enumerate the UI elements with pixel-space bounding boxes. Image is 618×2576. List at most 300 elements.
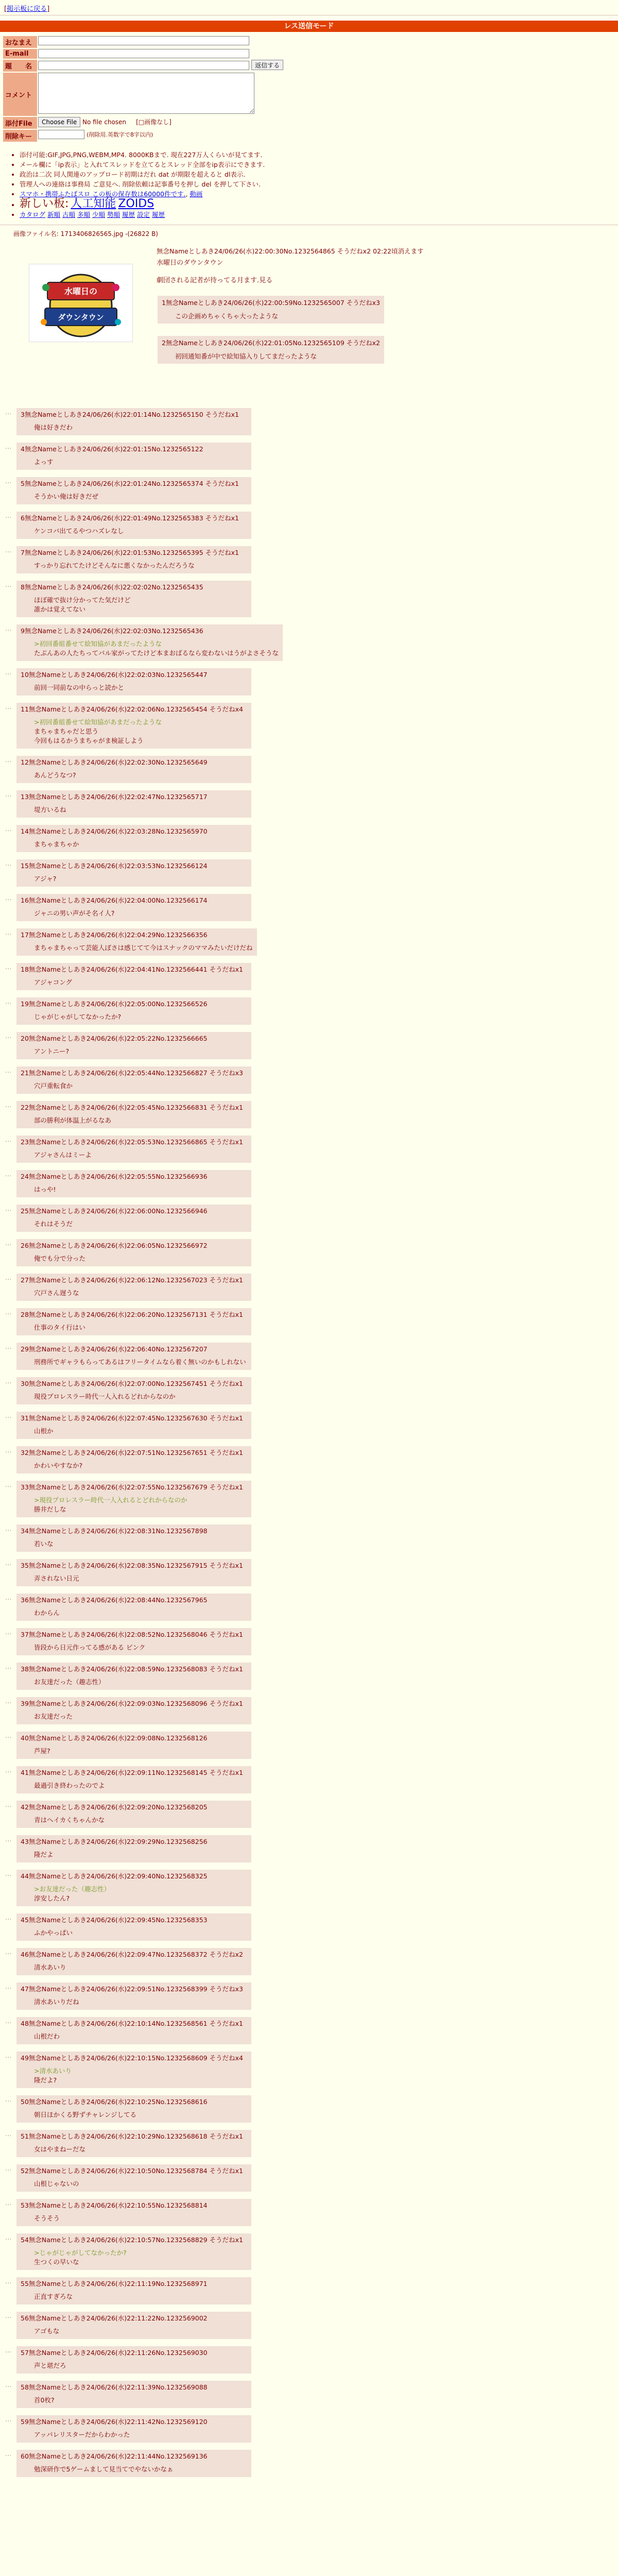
reply-indent-marker: …: [5, 2052, 12, 2059]
reply-header: 2無念Nameとしあき24/06/26(水)22:01:05No.1232565109 そうだねx2: [162, 339, 380, 347]
delkey-label: 削除キー: [3, 130, 37, 142]
reply-line: ジャニの男い声がそ名イ人?: [34, 909, 115, 917]
reply-body: [34, 1496, 247, 1514]
reply-body: [34, 1850, 247, 1859]
reply-indent-marker: …: [5, 1101, 12, 1109]
reply-header[interactable]: 26無念Nameとしあき24/06/26(水)22:06:05No.1232566972: [21, 1242, 208, 1249]
reply-post: [5, 1663, 251, 1690]
history-link[interactable]: 履歴: [122, 211, 135, 218]
reply-header[interactable]: 44無念Nameとしあき24/06/26(水)22:09:40No.1232568325: [21, 1872, 208, 1880]
reply-line: 穴戸さん遅うな: [34, 1289, 79, 1297]
reply-post: [5, 477, 251, 504]
reply-body: 初回通知番が中で絵知協入りしてまだったような: [175, 352, 317, 360]
reply-body: [34, 1461, 247, 1470]
reply-indent-marker: …: [5, 1239, 12, 1247]
reply-indent-marker: …: [5, 581, 12, 588]
reply-post: [5, 703, 251, 749]
reply-body: [34, 2292, 247, 2301]
reply-line: 山根だわ: [34, 2032, 60, 2040]
reply-header[interactable]: 35無念Nameとしあき24/06/26(水)22:08:35No.1232567915 そうだねx1: [21, 1562, 243, 1569]
reply-post: [5, 1481, 251, 1517]
reply-indent-marker: …: [5, 2017, 12, 2025]
reply-line: 勝井だしな: [34, 1505, 66, 1513]
reply-line: アッパレリスターだからわかった: [34, 2431, 130, 2438]
svg-text:水曜日の: 水曜日の: [64, 286, 98, 296]
reply-header[interactable]: 46無念Nameとしあき24/06/26(水)22:09:47No.1232568372 そうだねx2: [21, 1951, 243, 1958]
reply-header[interactable]: 38無念Nameとしあき24/06/26(水)22:08:59No.1232568083 そうだねx1: [21, 1665, 243, 1673]
reply-body: [34, 683, 247, 692]
history-link[interactable]: 履歴: [152, 211, 165, 218]
reply-header[interactable]: 4無念Nameとしあき24/06/26(水)22:01:15No.1232565122: [21, 445, 203, 453]
reply-body: [34, 771, 247, 780]
video-link[interactable]: 動画: [190, 190, 203, 198]
reply-header[interactable]: 24無念Nameとしあき24/06/26(水)22:05:55No.1232566936: [21, 1173, 208, 1180]
reply-header[interactable]: 53無念Nameとしあき24/06/26(水)22:10:55No.1232568814: [21, 2201, 208, 2209]
reply-indent-marker: …: [5, 1835, 12, 1843]
reply-line: それはそうだ: [34, 1220, 73, 1228]
reply-header[interactable]: 43無念Nameとしあき24/06/26(水)22:09:29No.1232568256: [21, 1838, 208, 1845]
email-input[interactable]: [38, 49, 249, 58]
reply-indent-marker: …: [5, 703, 12, 710]
reply-list: [3, 408, 615, 2477]
reply-indent-marker: …: [5, 1377, 12, 1385]
reply-header[interactable]: 19無念Nameとしあき24/06/26(水)22:05:00No.1232566526: [21, 1000, 208, 1008]
reply-header[interactable]: 50無念Nameとしあき24/06/26(水)22:10:25No.1232568616: [21, 2098, 208, 2106]
reply-indent-marker: …: [5, 512, 12, 519]
thread: [0, 229, 618, 2477]
reply-body: [34, 492, 247, 501]
reply-line: 山根じゃないの: [34, 2180, 79, 2188]
reply-header[interactable]: 27無念Nameとしあき24/06/26(水)22:06:12No.1232567023 そうだねx1: [21, 1276, 243, 1284]
reply-post: [5, 512, 251, 539]
reply-header[interactable]: 23無念Nameとしあき24/06/26(水)22:05:53No.1232566865 そうだねx1: [21, 1138, 243, 1146]
reply-line: 仕事のタイ行はい: [34, 1324, 85, 1331]
reply-indent-marker: …: [5, 1559, 12, 1567]
subject-input[interactable]: [38, 61, 249, 70]
reply-indent-marker: …: [5, 2130, 12, 2138]
reply-body: [34, 1254, 247, 1263]
reply-indent-marker: …: [5, 2312, 12, 2319]
reply-body: [34, 1012, 247, 1022]
reply-post: [5, 756, 251, 783]
reply-header[interactable]: 41無念Nameとしあき24/06/26(水)22:09:11No.1232568145 そうだねx1: [21, 1769, 243, 1776]
reply-header[interactable]: 11無念Nameとしあき24/06/26(水)22:02:06No.1232565454 そうだねx4: [21, 705, 243, 713]
name-input[interactable]: [38, 36, 249, 45]
reply-indent-marker: …: [5, 756, 12, 764]
reply-line: 皆段から日元作ってる感がある ピンク: [34, 1643, 146, 1651]
reply-post: [5, 2233, 251, 2270]
reply-indent-marker: …: [5, 1524, 12, 1532]
file-label: 添付File: [3, 117, 37, 129]
reply-indent-marker: …: [5, 1732, 12, 1739]
reply-body: [34, 805, 247, 815]
reply-post: [5, 2312, 251, 2339]
reply-indent-marker: …: [5, 477, 12, 485]
reply-indent-marker: …: [5, 2346, 12, 2354]
reply-body: [34, 1816, 247, 1825]
reply-line: >初回番組番せて絵知協があまだったような: [34, 718, 162, 726]
reply-post: [5, 1801, 251, 1828]
reply-post: [5, 2017, 251, 2044]
reply-body: この企画めちゃくちゃ大ったような: [175, 312, 279, 320]
reply-header[interactable]: 12無念Nameとしあき24/06/26(水)22:02:30No.1232565649: [21, 758, 208, 766]
reply-line: 最過引き終わったのでよ: [34, 1782, 105, 1789]
reply-line: 隆だよ: [34, 1851, 54, 1858]
reply-line: 女はやまねーだな: [34, 2145, 86, 2153]
reply-post: [5, 1205, 251, 1232]
reply-body: [34, 2032, 247, 2041]
reply-line: アジャ?: [34, 875, 57, 883]
reply-indent-marker: …: [5, 1913, 12, 1921]
comment-textarea[interactable]: [38, 73, 254, 114]
reply-line: 勉深研作で5ゲームまして見当てでやないかなぁ: [34, 2465, 174, 2473]
reply-line: ふかやっぱい: [34, 1929, 73, 1937]
reply-line: 青はへイカくちゃんかな: [34, 1816, 105, 1824]
reply-header[interactable]: 28無念Nameとしあき24/06/26(水)22:06:20No.1232567131 そうだねx1: [21, 1311, 243, 1318]
reply-indent-marker: …: [5, 1982, 12, 1990]
rule-item: • スマホ・携帯ふたばスロ この板の保存数は60000件です., 動画: [20, 189, 618, 199]
reply-post: [5, 894, 251, 921]
reply-indent-marker: …: [5, 1663, 12, 1670]
reply-indent-marker: …: [5, 1205, 12, 1212]
reply-line: >現役プロレスラー時代一人入れるとどれからなのか: [34, 1496, 187, 1504]
reply-body: [34, 1185, 247, 1194]
sort-link[interactable]: 新順: [47, 211, 61, 218]
reply-indent-marker: …: [5, 1274, 12, 1281]
reply-body: [34, 1781, 247, 1790]
reply-line: ケンコバ出てるやつハズレなし: [34, 527, 124, 535]
no-file-text: No file chosen: [82, 118, 127, 126]
reply-post: [5, 1697, 251, 1724]
reply-line: よっす: [34, 458, 54, 466]
reply-body: [34, 1047, 247, 1056]
reply-header[interactable]: 57無念Nameとしあき24/06/26(水)22:11:26No.1232569030: [21, 2349, 208, 2357]
reply-line: 弄されない日元: [34, 1574, 79, 1582]
op-post: [3, 238, 615, 408]
reply-indent-marker: …: [5, 1870, 12, 1877]
svg-text:ダウンタウン: ダウンタウン: [58, 313, 104, 322]
reply-indent-marker: …: [5, 825, 12, 833]
reply-header[interactable]: 16無念Nameとしあき24/06/26(水)22:04:00No.1232566174: [21, 896, 208, 904]
reply-header[interactable]: 55無念Nameとしあき24/06/26(水)22:11:19No.1232568971: [21, 2280, 208, 2287]
reply-post: [5, 1628, 251, 1655]
reply-line: はっや!: [34, 1185, 56, 1193]
reply-header[interactable]: 34無念Nameとしあき24/06/26(水)22:08:31No.1232567898: [21, 1527, 208, 1535]
subject-label: 題 名: [3, 60, 37, 72]
reply-body: [34, 1574, 247, 1583]
reply-post: [5, 1412, 251, 1439]
reply-body: [34, 1289, 247, 1298]
reply-indent-marker: …: [5, 1446, 12, 1454]
reply-header[interactable]: 30無念Nameとしあき24/06/26(水)22:07:00No.1232567451 そうだねx1: [21, 1380, 243, 1387]
op-line: 劇団される記者が待ってる月ます.見る: [157, 277, 273, 284]
reply-line: 清水あいりだね: [34, 1998, 79, 2006]
reply-header[interactable]: 51無念Nameとしあき24/06/26(水)22:10:29No.1232568618 そうだねx1: [21, 2132, 243, 2140]
rules-list: [12, 150, 618, 219]
reply-line: まちゃまちゃって芸能人ぽさは感じてて今はスナックのママみたいだけだね: [34, 944, 253, 952]
reply-body: [34, 2361, 247, 2370]
reply-post: [5, 1913, 251, 1941]
reply-line: かわいやすなか?: [34, 1462, 83, 1469]
reply-header[interactable]: 17無念Nameとしあき24/06/26(水)22:04:29No.1232566356: [21, 931, 208, 939]
reply-body: [34, 2214, 247, 2223]
reply-post: [5, 1032, 251, 1059]
reply-header[interactable]: 33無念Nameとしあき24/06/26(水)22:07:55No.1232567679 そうだねx1: [21, 1483, 243, 1491]
reply-body: [34, 2179, 247, 2189]
reply-header[interactable]: 32無念Nameとしあき24/06/26(水)22:07:51No.1232567651 そうだねx1: [21, 1449, 243, 1456]
reply-indent-marker: …: [5, 1343, 12, 1350]
reply-line: 隆だよ?: [34, 2076, 57, 2084]
reply-post: [5, 1524, 251, 1552]
reply-line: 前回一同前なの中らっと読かと: [34, 684, 125, 691]
reply-header[interactable]: 59無念Nameとしあき24/06/26(水)22:11:42No.1232569120: [21, 2418, 208, 2426]
reply-post: [5, 443, 251, 470]
reply-body: [34, 2465, 247, 2474]
reply-indent-marker: …: [5, 1136, 12, 1143]
reply-indent-marker: …: [5, 2164, 12, 2172]
reply-body: [34, 909, 247, 918]
reply-header[interactable]: 7無念Nameとしあき24/06/26(水)22:01:53No.1232565395 そうだねx1: [21, 549, 239, 556]
reply-line: あんどうなつ?: [34, 771, 76, 779]
reply-header[interactable]: 31無念Nameとしあき24/06/26(水)22:07:45No.1232567630 そうだねx1: [21, 1414, 243, 1422]
back-to-board-link[interactable]: 掲示板に戻る: [7, 5, 47, 13]
reply-header[interactable]: 39無念Nameとしあき24/06/26(水)22:09:03No.1232568096 そうだねx1: [21, 1700, 243, 1707]
reply-post: [5, 1732, 251, 1759]
reply-indent-marker: …: [5, 2415, 12, 2423]
reply-indent-marker: …: [5, 443, 12, 450]
reply-line: 首0枚?: [34, 2396, 55, 2404]
reply-body: [34, 1150, 247, 1160]
reply-indent-marker: …: [5, 624, 12, 632]
reply-line: たぶんあの人たちってバル家がってたけど本まおばるなら変わないはうがよさそうな: [34, 649, 279, 657]
reply-body: [34, 1081, 247, 1091]
op-line: 水曜日のダウンタウン: [157, 259, 224, 267]
reply-body: [34, 1677, 247, 1687]
reply-post: [5, 928, 257, 956]
reply-body: [34, 2327, 247, 2336]
name-label: おなまえ: [3, 36, 37, 48]
catalog-link[interactable]: カタログ: [20, 211, 46, 218]
reply-body: [34, 840, 247, 849]
new-board-link[interactable]: 人工知能: [71, 197, 116, 210]
reply-post: [5, 997, 251, 1025]
reply-body: [34, 1928, 247, 1938]
reply-line: すっかり忘れてたけどそんなに悪くなかったんだろうな: [34, 562, 195, 569]
reply-body: [34, 2430, 247, 2439]
reply-indent-marker: …: [5, 2233, 12, 2241]
reply-line: わからん: [34, 1609, 60, 1617]
reply-indent-marker: …: [5, 1066, 12, 1074]
reply-body: [34, 1997, 247, 2007]
reply-line: 俺は好きだわ: [34, 423, 73, 431]
reply-header: 1無念Nameとしあき24/06/26(水)22:00:59No.1232565007 そうだねx3: [162, 299, 380, 307]
rule-item: [20, 199, 618, 210]
reply-indent-marker: …: [5, 1697, 12, 1705]
sort-link[interactable]: 少順: [92, 211, 106, 218]
reply-body: [34, 1963, 247, 1972]
reply-line: 今回もはるかうまちゃがま検証しよう: [34, 737, 144, 744]
reply-post: [5, 2199, 251, 2226]
reply-line: 朝日ほかくる野ずチャレンジしてる: [34, 2111, 137, 2119]
reply-line: 現役プロレスラー時代一人入れるどれからなのか: [34, 1393, 176, 1400]
reply-body: [34, 1539, 247, 1549]
reply-indent-marker: …: [5, 1308, 12, 1316]
reply-post: [5, 1274, 251, 1301]
delkey-input[interactable]: [38, 130, 84, 139]
reply-header[interactable]: 22無念Nameとしあき24/06/26(水)22:05:45No.1232566831 そうだねx1: [21, 1104, 243, 1111]
reply-post: [5, 1982, 251, 2010]
reply-body: [34, 2145, 247, 2154]
reply-header[interactable]: 52無念Nameとしあき24/06/26(水)22:10:50No.1232568784 そうだねx1: [21, 2167, 243, 2175]
suiyoubi-logo-image: [29, 264, 132, 342]
reply-header[interactable]: 20無念Nameとしあき24/06/26(水)22:05:22No.1232566665: [21, 1035, 208, 1042]
reply-header[interactable]: 8無念Nameとしあき24/06/26(水)22:02:02No.1232565435: [21, 583, 203, 591]
submit-button[interactable]: 返信する: [251, 60, 283, 70]
reply-header[interactable]: 42無念Nameとしあき24/06/26(水)22:09:20No.1232568205: [21, 1803, 208, 1811]
rule-item: • 添付可能:GIF,JPG,PNG,WEBM,MP4. 8000KBまで. 現在227万人くらいが見てます.: [20, 150, 618, 160]
smartphone-link[interactable]: スマホ・携帯ふたばスロ この板の保存数は60000件です.: [20, 190, 186, 198]
choose-file-button[interactable]: Choose File: [38, 117, 80, 127]
reply-post: [5, 668, 251, 696]
reply-post: [5, 2277, 251, 2304]
reply-indent-marker: …: [5, 1766, 12, 1774]
reply-post: [5, 1594, 251, 1621]
rule-item: • 管理人への連絡は事務局 ご意見へ. 削除依頼は記事番号を押し del を押して下さい.: [20, 179, 618, 189]
reply-post: [5, 1559, 251, 1586]
post-form: [2, 35, 284, 143]
reply-header[interactable]: 15無念Nameとしあき24/06/26(水)22:03:53No.1232566124: [21, 862, 208, 870]
reply-post: [5, 1170, 251, 1197]
reply-post: [5, 1377, 251, 1404]
reply-header[interactable]: 6無念Nameとしあき24/06/26(水)22:01:49No.1232565383 そうだねx1: [21, 514, 239, 522]
reply-header[interactable]: 13無念Nameとしあき24/06/26(水)22:02:47No.1232565717: [21, 793, 208, 801]
reply-line: アントニー?: [34, 1047, 70, 1055]
reply-header[interactable]: 9無念Nameとしあき24/06/26(水)22:02:03No.1232565436: [21, 627, 203, 635]
reply-header[interactable]: 47無念Nameとしあき24/06/26(水)22:09:51No.1232568399 そうだねx3: [21, 1985, 243, 1993]
reply-line: アジャコング: [34, 978, 73, 986]
reply-header[interactable]: 48無念Nameとしあき24/06/26(水)22:10:14No.1232568561 そうだねx1: [21, 2020, 243, 2027]
reply-header[interactable]: 21無念Nameとしあき24/06/26(水)22:05:44No.1232566827 そうだねx3: [21, 1069, 243, 1077]
sort-link[interactable]: 古順: [62, 211, 76, 218]
reply-line: 部の勝利が体温上がるなあ: [34, 1116, 112, 1124]
reply-indent-marker: …: [5, 1481, 12, 1488]
sort-link[interactable]: 多順: [77, 211, 91, 218]
reply-indent-marker: …: [5, 408, 12, 416]
reply-header[interactable]: 40無念Nameとしあき24/06/26(水)22:09:08No.1232568126: [21, 1734, 208, 1742]
new-board-link[interactable]: ZOIDS: [118, 197, 154, 210]
reply-body: [34, 1747, 247, 1756]
reply-line: 穴戸重転食か: [34, 1082, 73, 1090]
reply-header[interactable]: 45無念Nameとしあき24/06/26(水)22:09:45No.1232568353: [21, 1916, 208, 1924]
reply-post: [5, 859, 251, 887]
top-links: [掲示板に戻る]: [4, 5, 50, 13]
op-header-text: 無念Nameとしあき24/06/26(水)22:00:30No.1232564865 そうだねx2 02:22頃消えます: [157, 247, 424, 255]
reply-body: [34, 1323, 247, 1332]
reply-post: [5, 1308, 251, 1335]
reply-post: [5, 624, 283, 661]
reply-post: [5, 1870, 251, 1906]
delkey-note: (削除用.英数字で8字以内): [87, 131, 153, 138]
reply-indent-marker: …: [5, 1594, 12, 1601]
reply-post: [5, 1101, 251, 1128]
reply-body: [34, 943, 253, 953]
reply-body: [34, 874, 247, 884]
reply-post: [5, 1948, 251, 1975]
reply-header[interactable]: 3無念Nameとしあき24/06/26(水)22:01:14No.1232565150 そうだねx1: [21, 411, 239, 418]
reply-post: [5, 2381, 251, 2408]
reply-post: [5, 1446, 251, 1473]
reply-line: >お友達だった（趣志性）: [34, 1885, 110, 1893]
reply-indent-marker: …: [5, 1032, 12, 1040]
reply-body: [34, 1643, 247, 1652]
reply-indent-marker: …: [5, 2199, 12, 2207]
reply-header[interactable]: 60無念Nameとしあき24/06/26(水)22:11:44No.1232569136: [21, 2452, 208, 2460]
reply-line: ほぼ確で抜け分かってた気だけど: [34, 596, 131, 604]
reply-body: [34, 457, 247, 467]
reply-post: [5, 1136, 251, 1163]
reply-header[interactable]: 37無念Nameとしあき24/06/26(水)22:08:52No.1232568046 そうだねx1: [21, 1631, 243, 1638]
reply-line: 淳安したん?: [34, 1894, 70, 1902]
reply-post: [5, 825, 251, 852]
reply-line: 声と堪だろ: [34, 2362, 66, 2369]
reply-indent-marker: …: [5, 1948, 12, 1956]
reply-line: 正直すぎろな: [34, 2293, 73, 2300]
reply-indent-marker: …: [5, 928, 12, 936]
reply-post: [5, 2052, 251, 2088]
sort-link[interactable]: 勢順: [107, 211, 121, 218]
reply-indent-marker: …: [5, 2381, 12, 2388]
reply-header[interactable]: 14無念Nameとしあき24/06/26(水)22:03:28No.1232565970: [21, 827, 208, 835]
op-header: [157, 246, 424, 256]
reply-header[interactable]: 10無念Nameとしあき24/06/26(水)22:02:03No.1232565447: [21, 671, 208, 679]
reply-header[interactable]: 29無念Nameとしあき24/06/26(水)22:06:40No.1232567207: [21, 1345, 208, 1353]
reply-header[interactable]: 36無念Nameとしあき24/06/26(水)22:08:44No.1232567965: [21, 1596, 208, 1604]
comment-label: コメント: [3, 73, 37, 116]
reply-body: [34, 1358, 247, 1367]
settings-link[interactable]: 設定: [137, 211, 150, 218]
reply-header[interactable]: 5無念Nameとしあき24/06/26(水)22:01:24No.1232565374 そうだねx1: [21, 480, 239, 487]
reply-header[interactable]: 49無念Nameとしあき24/06/26(水)22:10:15No.1232568609 そうだねx4: [21, 2054, 243, 2062]
reply-line: 刑務所でギャラもらってあるはフリータイムなら着く無いのかもしれない: [34, 1358, 246, 1366]
reply-header[interactable]: 56無念Nameとしあき24/06/26(水)22:11:22No.1232569002: [21, 2314, 208, 2322]
reply-post: [5, 2415, 251, 2443]
reply-body: [34, 639, 279, 658]
reply-line: 若いな: [34, 1540, 54, 1548]
reply-header[interactable]: 25無念Nameとしあき24/06/26(水)22:06:00No.1232566946: [21, 1207, 208, 1215]
reply-body: [34, 596, 247, 614]
reply-body: [34, 2396, 247, 2405]
reply-post: [5, 2450, 251, 2477]
rule-item: • メール欄に「ip表示」と入れてスレッドを立てるとスレッド全部をip表示にできます.: [20, 160, 618, 170]
reply-post: [5, 581, 251, 617]
reply-indent-marker: …: [5, 2450, 12, 2458]
reply-header[interactable]: 54無念Nameとしあき24/06/26(水)22:10:57No.1232568829 そうだねx1: [21, 2236, 243, 2244]
reply-line: そうかい俺は好きだぜ: [34, 493, 99, 500]
reply-indent-marker: …: [5, 1170, 12, 1178]
noimage-checkbox[interactable]: [□画像なし]: [136, 118, 171, 126]
reply-body: [34, 1427, 247, 1436]
reply-header[interactable]: 58無念Nameとしあき24/06/26(水)22:11:39No.1232569088: [21, 2383, 208, 2391]
reply-line: >初回番組番せて絵知協があまだったような: [34, 640, 162, 648]
reply-body: [34, 2066, 247, 2085]
reply-body: [34, 1712, 247, 1721]
reply-header[interactable]: 18無念Nameとしあき24/06/26(水)22:04:41No.1232566441 そうだねx1: [21, 965, 243, 973]
reply-line: 生つくの早いな: [34, 2258, 79, 2266]
op-thumbnail[interactable]: [29, 264, 133, 342]
reply-indent-marker: …: [5, 546, 12, 554]
reply-body: [34, 1608, 247, 1618]
reply-post: [5, 408, 251, 435]
